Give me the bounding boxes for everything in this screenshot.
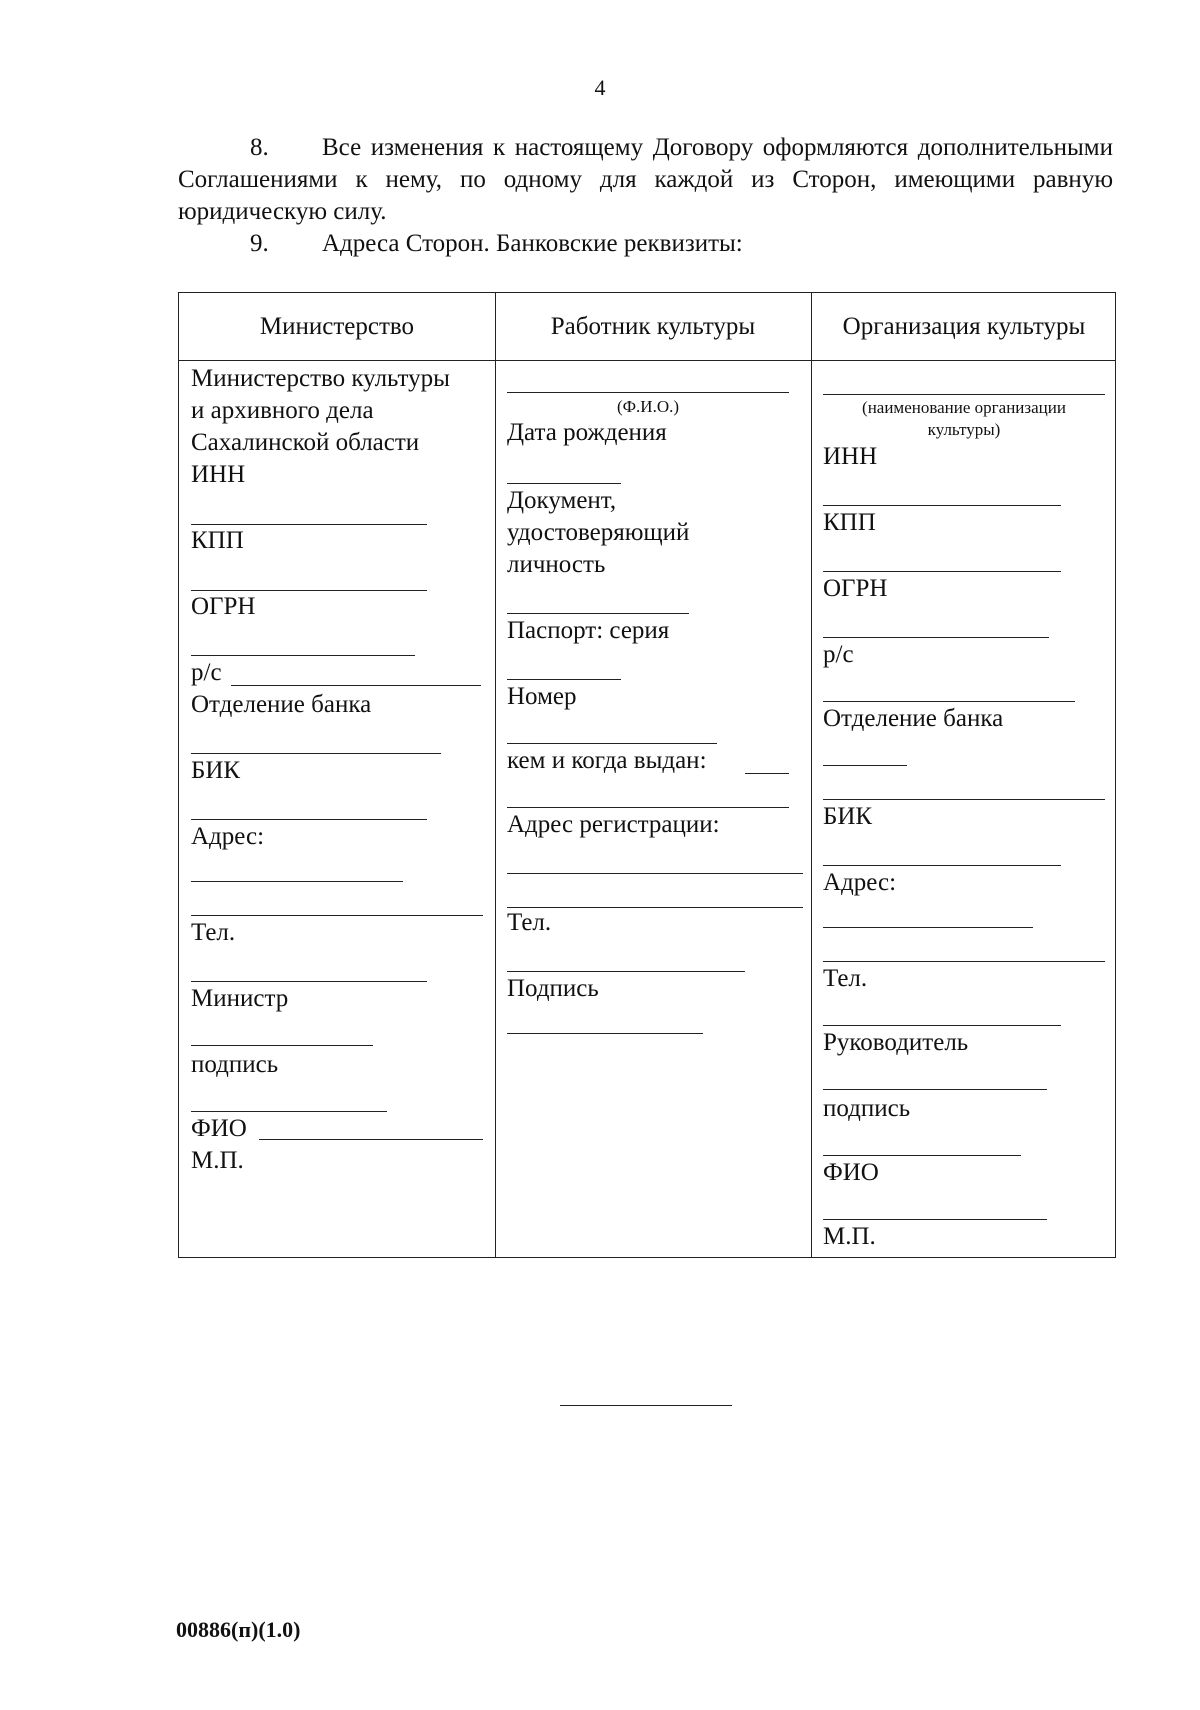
org-stamp-label: М.П. <box>823 1223 876 1250</box>
ministry-ogrn-label: ОГРН <box>191 593 256 620</box>
worker-passport-label: Паспорт: серия <box>507 617 670 644</box>
worker-signature-label: Подпись <box>507 975 599 1002</box>
worker-reg-address-line[interactable] <box>507 873 803 874</box>
paragraph-8 <box>178 132 1113 228</box>
org-name-hint: культуры) <box>927 420 1001 439</box>
ministry-name-line: Министерство культуры <box>191 365 450 392</box>
ministry-rs-label: р/с <box>191 659 222 686</box>
ministry-ogrn-line[interactable] <box>191 655 415 656</box>
header-divider <box>179 360 1115 361</box>
org-bik-line[interactable] <box>823 865 1061 866</box>
org-signature-line[interactable] <box>823 1155 1021 1156</box>
column-divider <box>495 293 496 1257</box>
worker-reg-address-label: Адрес регистрации: <box>507 811 720 838</box>
worker-fio-line[interactable] <box>507 392 789 393</box>
ministry-kpp-label: КПП <box>191 527 244 554</box>
worker-issued-line[interactable] <box>745 773 789 774</box>
worker-doc-line: Документ, <box>507 487 617 514</box>
paragraph-9-number: 9. <box>250 230 269 257</box>
org-fio-line[interactable] <box>823 1219 1047 1220</box>
ministry-name-line: Сахалинской области <box>191 429 420 456</box>
org-bank-line[interactable] <box>823 765 907 766</box>
org-bank-label: Отделение банка <box>823 705 1004 732</box>
org-address-line[interactable] <box>823 927 1033 928</box>
org-address-line[interactable] <box>823 961 1105 962</box>
requisites-table <box>178 292 1116 1258</box>
worker-signature-line[interactable] <box>507 1033 703 1034</box>
worker-number-line[interactable] <box>507 743 717 744</box>
ministry-fio-line[interactable] <box>259 1139 483 1140</box>
ministry-signature-label: подпись <box>191 1051 279 1078</box>
worker-reg-address-line[interactable] <box>507 907 803 908</box>
org-fio-label: ФИО <box>823 1159 879 1186</box>
org-name-hint: (наименование организации <box>862 398 1066 417</box>
worker-fio-hint: (Ф.И.О.) <box>616 397 680 416</box>
page-number: 4 <box>594 75 606 100</box>
worker-issued-line[interactable] <box>507 807 789 808</box>
worker-doc-line: личность <box>507 551 606 578</box>
worker-issued-label: кем и когда выдан: <box>507 747 707 774</box>
worker-number-label: Номер <box>507 683 577 710</box>
ministry-stamp-label: М.П. <box>191 1147 244 1174</box>
ministry-signature-line[interactable] <box>191 1111 387 1112</box>
org-inn-label: ИНН <box>823 443 878 470</box>
org-ogrn-line[interactable] <box>823 637 1049 638</box>
document-code: 00886(п)(1.0) <box>176 1617 301 1642</box>
ministry-address-line[interactable] <box>191 881 403 882</box>
column-divider <box>811 293 812 1257</box>
ministry-bik-line[interactable] <box>191 819 427 820</box>
org-bank-line[interactable] <box>823 799 1105 800</box>
header-organization: Организация культуры <box>842 312 1086 340</box>
org-head-label: Руководитель <box>823 1029 969 1056</box>
header-worker: Работник культуры <box>550 312 756 340</box>
org-kpp-label: КПП <box>823 509 876 536</box>
org-bik-label: БИК <box>823 803 873 830</box>
paragraph-8-text: Все изменения к настоящему Договору оформляются дополнительными Соглашениями к нему, по одному для каждой из Сторон, имеющими равную юридическую силу. <box>178 134 1113 225</box>
org-tel-label: Тел. <box>823 965 868 992</box>
ministry-address-label: Адрес: <box>191 823 265 850</box>
paragraph-9 <box>178 228 1113 260</box>
ministry-address-line[interactable] <box>191 915 483 916</box>
org-address-label: Адрес: <box>823 869 897 896</box>
org-rs-label: р/с <box>823 641 854 668</box>
org-inn-line[interactable] <box>823 505 1061 506</box>
ministry-tel-line[interactable] <box>191 981 427 982</box>
ministry-tel-label: Тел. <box>191 919 236 946</box>
org-ogrn-label: ОГРН <box>823 575 888 602</box>
paragraph-8-number: 8. <box>250 134 269 161</box>
end-divider-line <box>560 1405 732 1406</box>
header-ministry: Министерство <box>259 312 415 340</box>
worker-doc-line: удостоверяющий <box>507 519 690 546</box>
ministry-minister-label: Министр <box>191 985 289 1012</box>
worker-birth-label: Дата рождения <box>507 419 667 446</box>
ministry-rs-line[interactable] <box>231 685 481 686</box>
paragraph-9-text: Адреса Сторон. Банковские реквизиты: <box>322 230 743 257</box>
ministry-bank-line[interactable] <box>191 753 441 754</box>
org-signature-label: подпись <box>823 1095 911 1122</box>
ministry-name-line: и архивного дела <box>191 397 374 424</box>
worker-birth-line[interactable] <box>507 483 621 484</box>
worker-passport-line[interactable] <box>507 679 621 680</box>
ministry-inn-label: ИНН <box>191 461 246 488</box>
worker-tel-label: Тел. <box>507 909 552 936</box>
ministry-bank-label: Отделение банка <box>191 691 372 718</box>
org-rs-line[interactable] <box>823 701 1075 702</box>
worker-doc-field-line[interactable] <box>507 613 689 614</box>
ministry-bik-label: БИК <box>191 757 241 784</box>
ministry-minister-line[interactable] <box>191 1045 373 1046</box>
worker-tel-line[interactable] <box>507 971 745 972</box>
org-name-line[interactable] <box>823 394 1105 395</box>
org-tel-line[interactable] <box>823 1025 1061 1026</box>
org-kpp-line[interactable] <box>823 571 1061 572</box>
org-head-line[interactable] <box>823 1089 1047 1090</box>
ministry-fio-label: ФИО <box>191 1115 247 1142</box>
